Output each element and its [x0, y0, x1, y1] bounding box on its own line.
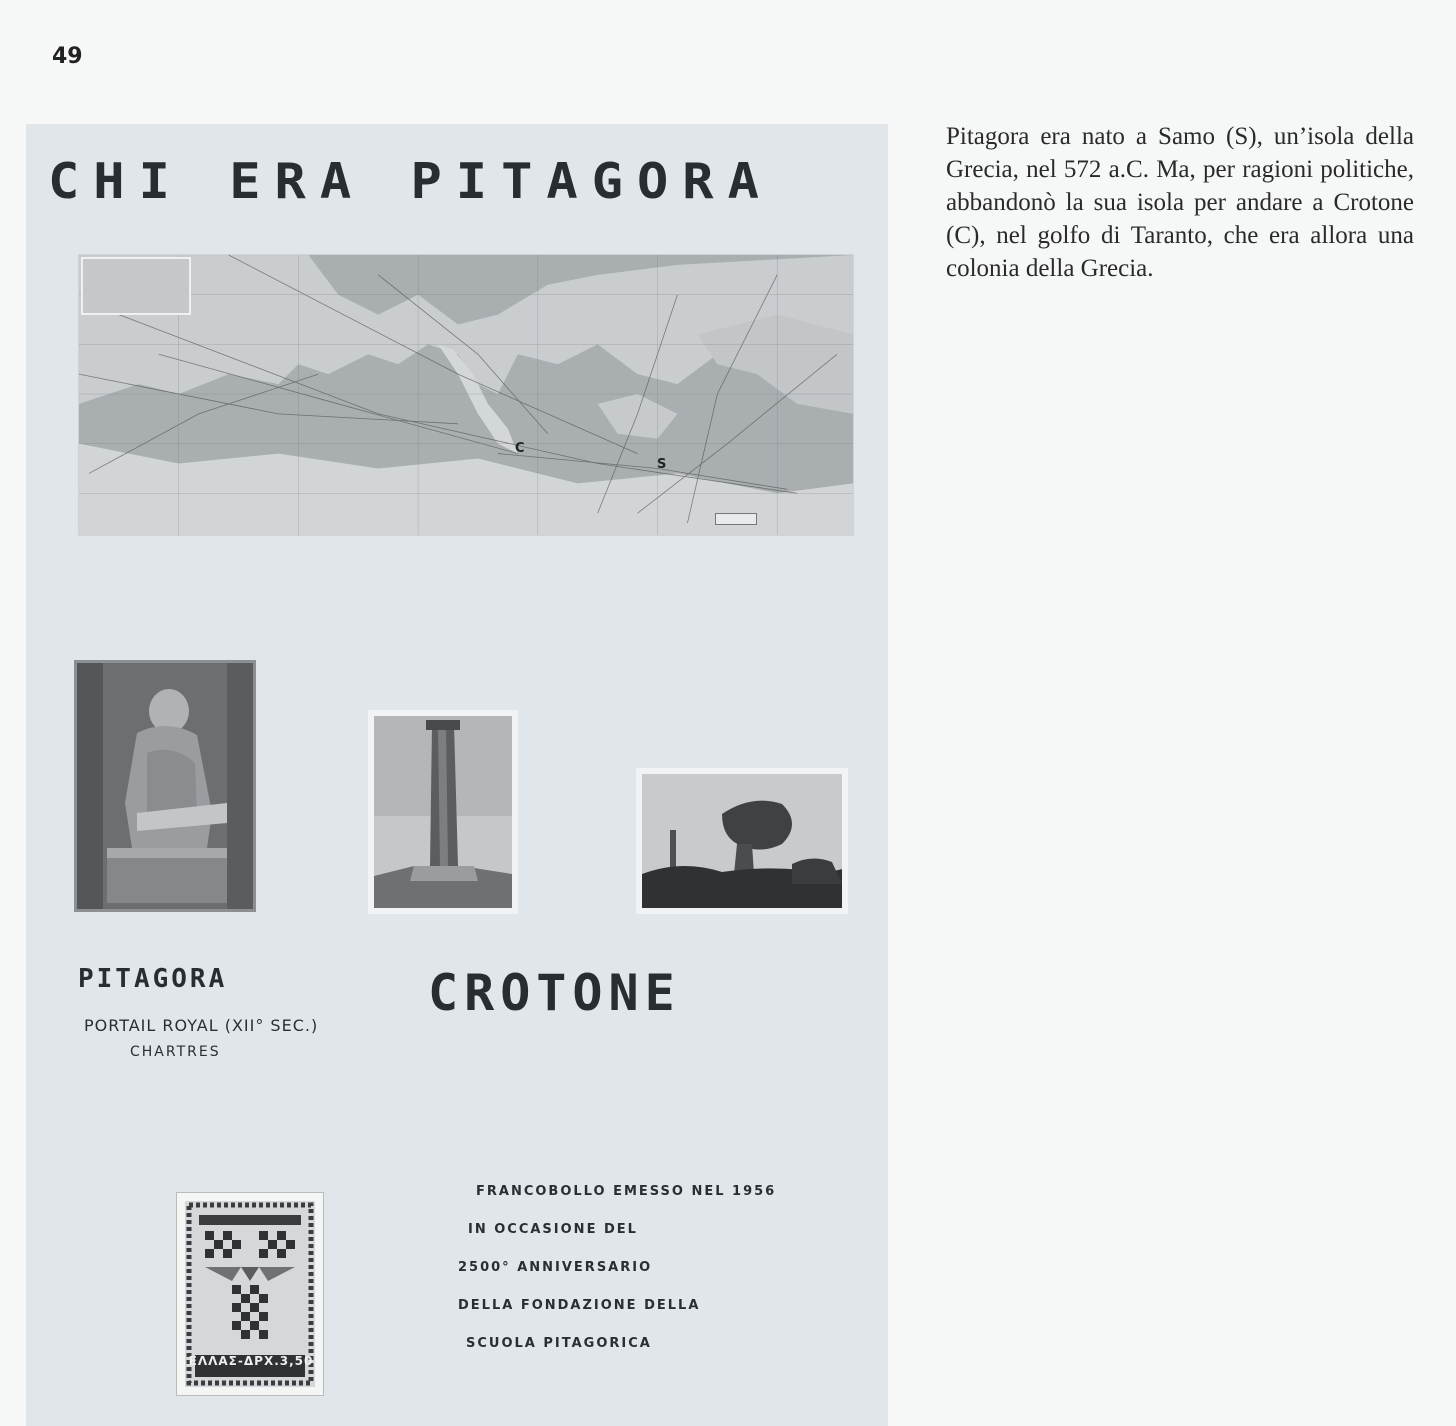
stamp-inscription: ΕΛΛΑΣ-ΔΡΧ.3,50 [188, 1354, 314, 1368]
poster-title: CHI ERA PITAGORA [48, 153, 773, 211]
label-chartres: CHARTRES [130, 1044, 221, 1060]
page-number: 49 [52, 44, 83, 69]
label-portail-royal: PORTAIL ROYAL (XII° SEC.) [84, 1016, 319, 1035]
map-drawing [79, 255, 853, 535]
note-line-3: 2500° ANNIVERSARIO [458, 1260, 653, 1275]
note-line-5: SCUOLA PITAGORICA [466, 1336, 652, 1351]
photo-pitagora-sculpture [74, 660, 256, 912]
map-inset [81, 257, 191, 315]
photo-crotone-column [368, 710, 518, 914]
label-crotone: CROTONE [428, 964, 681, 1022]
map-label-crotone: C [515, 441, 525, 456]
caption-text: Pitagora era nato a Samo (S), un’isola della Grecia, nel 572 a.C. Ma, per ragioni politiche, abbandonò la sua isola per andare a Crotone (C), nel golfo di Taranto, che era allora una colonia della Grecia. [946, 123, 1414, 282]
mediterranean-map [78, 254, 854, 536]
note-line-2: IN OCCASIONE DEL [468, 1222, 638, 1237]
note-line-1: FRANCOBOLLO EMESSO NEL 1956 [476, 1184, 777, 1199]
map-label-samo: S [657, 457, 667, 472]
photo-crotone-rock [636, 768, 848, 914]
label-pitagora: PITAGORA [78, 964, 228, 994]
poster-board [26, 124, 888, 1426]
map-legend [715, 513, 757, 525]
note-line-4: DELLA FONDAZIONE DELLA [458, 1298, 701, 1313]
